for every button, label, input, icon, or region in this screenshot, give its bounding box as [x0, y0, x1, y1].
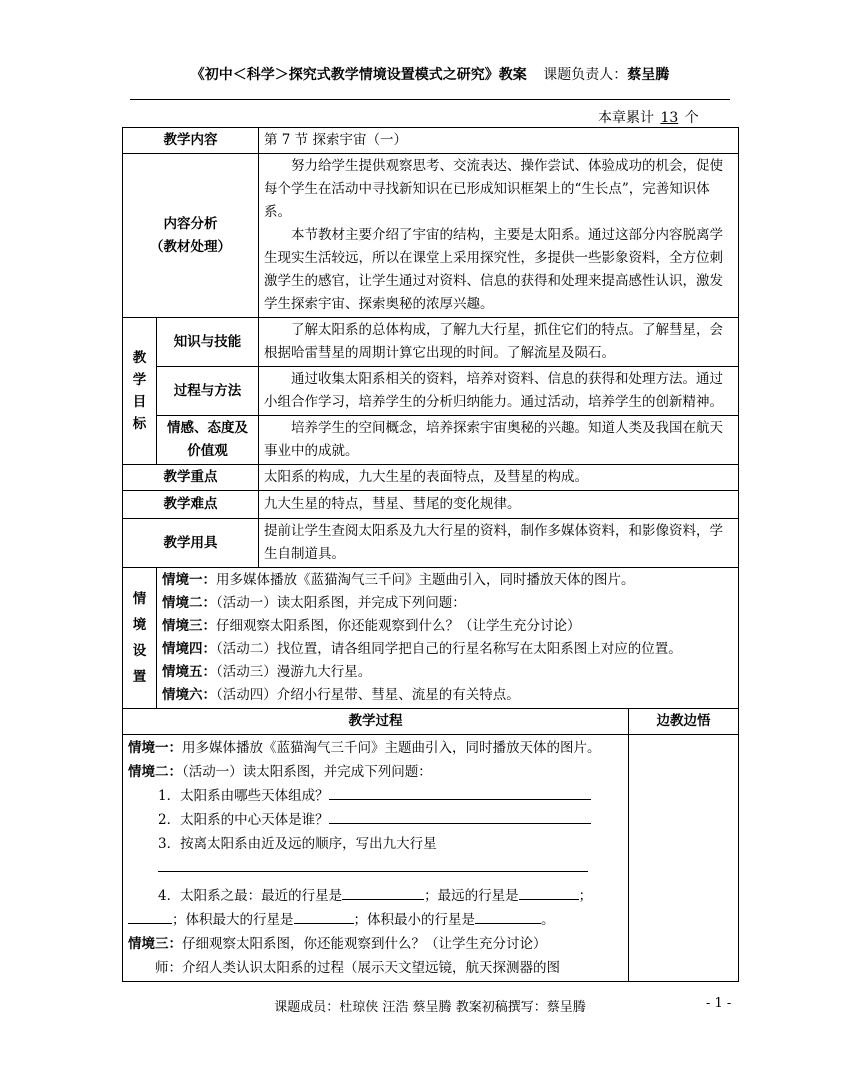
- process-header: 教学过程: [123, 709, 629, 735]
- question-3-answer: [128, 856, 623, 880]
- knowledge-label: 知识与技能: [157, 318, 259, 367]
- process-goal-label: 过程与方法: [157, 367, 259, 416]
- blank-line: [342, 885, 424, 900]
- process-scene3: 情境三：仔细观察太阳系图，你还能观察到什么？（让学生充分讨论）: [128, 936, 547, 952]
- page-header: [0, 64, 860, 84]
- header-leader-name: 蔡呈腾: [627, 67, 670, 83]
- header-title: 《初中＜科学＞探究式教学情境设置模式之研究》教案: [190, 67, 527, 83]
- key-point-text: 太阳系的构成，九大生星的表面特点，及彗星的构成。: [259, 465, 739, 491]
- row-content: [123, 128, 739, 154]
- row-key-point: [123, 465, 739, 491]
- scenes-label: [123, 568, 157, 709]
- question-1: 1．太阳系由哪些天体组成？: [128, 784, 623, 808]
- chapter-count: [598, 107, 699, 127]
- scenes-char: 置: [132, 669, 147, 685]
- scene-item: 情境一：用多媒体播放《蓝猫淘气三千问》主题曲引入，同时播放天体的图片。: [162, 572, 635, 588]
- scene-item: 情境四：（活动二）找位置，请各组同学把自己的行星名称写在太阳系图上对应的位置。: [162, 641, 682, 657]
- row-tools: [123, 519, 739, 568]
- blank-line: [475, 909, 541, 924]
- question-4: 4．太阳系之最：最近的行星是 ；最远的行星是 ；: [128, 884, 623, 908]
- row-scenes: [123, 568, 739, 709]
- blank-line: [519, 885, 579, 900]
- key-point-label: 教学重点: [123, 465, 259, 491]
- header-leader-label: 课题负责人：: [543, 67, 628, 83]
- row-process-body: [123, 735, 739, 982]
- scene-item: 情境六：（活动四）介绍小行星带、彗星、流星的有关特点。: [162, 687, 520, 703]
- scenes-char: 情: [132, 591, 147, 607]
- footer-members: 课题成员：杜琼侠 汪浩 蔡呈腾 教案初稿撰写：蔡呈腾: [274, 1000, 586, 1015]
- row-analysis: [123, 154, 739, 318]
- blank-line: [128, 909, 172, 924]
- count-suffix: 个: [684, 110, 699, 126]
- lesson-plan-table: [122, 127, 739, 982]
- process-scene1: 情境一：用多媒体播放《蓝猫淘气三千问》主题曲引入，同时播放天体的图片。: [128, 740, 601, 756]
- count-prefix: 本章累计: [598, 110, 654, 126]
- analysis-p1: 努力给学生提供观察思考、交流表达、操作尝试、体验成功的机会，促使每个学生在活动中寻找新知识在已形成知识框架上的“生长点”，完善知识体系。: [264, 158, 723, 220]
- tools-text: 提前让学生查阅太阳系及九大行星的资料，制作多媒体资料，和影像资料，学生自制道具。: [259, 519, 739, 568]
- header-rule: [130, 99, 730, 100]
- content-value: 第 7 节 探索宇宙（一）: [259, 128, 739, 154]
- tools-label: 教学用具: [123, 519, 259, 568]
- scenes-list: [157, 568, 739, 709]
- goals-char: 标: [132, 416, 147, 432]
- difficulty-label: 教学难点: [123, 491, 259, 519]
- goals-char: 教: [132, 350, 147, 366]
- row-process-header: [123, 709, 739, 735]
- blank-line: [294, 909, 354, 924]
- page-number: - 1 -: [706, 996, 732, 1011]
- goals-char: 学: [132, 372, 147, 388]
- scenes-char: 境: [132, 617, 147, 633]
- scene-item: 情境三：仔细观察太阳系图，你还能观察到什么？（让学生充分讨论）: [162, 618, 581, 634]
- row-goal-process: [123, 367, 739, 416]
- count-value: 13: [660, 110, 679, 126]
- emotion-label-line1: 情感、态度及: [167, 420, 248, 436]
- content-label: 教学内容: [123, 128, 259, 154]
- row-difficulty: [123, 491, 739, 519]
- knowledge-text: 了解太阳系的总体构成，了解九大行星，抓住它们的特点。了解彗星，会根据哈雷彗星的周期计算它出现的时间。了解流星及陨石。: [259, 318, 739, 367]
- process-goal-text: 通过收集太阳系相关的资料，培养对资料、信息的获得和处理方法。通过小组合作学习，培养学生的分析归纳能力。通过活动，培养学生的创新精神。: [259, 367, 739, 416]
- goals-label: [123, 318, 157, 465]
- blank-line: [329, 809, 591, 824]
- question-2: 2．太阳系的中心天体是谁？: [128, 808, 623, 832]
- goals-char: 目: [132, 394, 147, 410]
- analysis-label-line1: 内容分析: [163, 215, 218, 232]
- teacher-note: 师：介绍人类认识太阳系的过程（展示天文望远镜，航天探测器的图: [155, 960, 560, 976]
- analysis-label-line2: （教材处理）: [150, 238, 231, 255]
- side-header: 边教边悟: [629, 709, 739, 735]
- difficulty-text: 九大生星的特点，彗星、彗尾的变化规律。: [259, 491, 739, 519]
- question-4-cont: ；体积最大的行星是 ；体积最小的行星是 。: [128, 908, 623, 932]
- question-3: 3．按离太阳系由近及远的顺序，写出九大行星: [158, 836, 437, 852]
- analysis-text: [259, 154, 739, 318]
- blank-line: [329, 785, 591, 800]
- emotion-label-line2: 价值观: [187, 443, 228, 459]
- scene-item: 情境五：（活动三）漫游九大行星。: [162, 664, 372, 680]
- process-body: [123, 735, 629, 982]
- emotion-text: 培养学生的空间概念，培养探索宇宙奥秘的兴趣。知道人类及我国在航天事业中的成就。: [259, 416, 739, 465]
- process-scene2: 情境二：（活动一）读太阳系图，并完成下列问题：: [128, 764, 432, 780]
- scene-item: 情境二：（活动一）读太阳系图，并完成下列问题：: [162, 595, 466, 611]
- emotion-label: [157, 416, 259, 465]
- scenes-char: 设: [132, 643, 147, 659]
- blank-line: [158, 857, 588, 872]
- row-goal-emotion: [123, 416, 739, 465]
- row-goal-knowledge: [123, 318, 739, 367]
- side-notes: [629, 735, 739, 982]
- analysis-p2: 本节教材主要介绍了宇宙的结构，主要是太阳系。通过这部分内容脱离学生现实生活较远，所以在课堂上采用探究性，多提供一些影象资料，全方位刺激学生的感官，让学生通过对资料、信息的获得和处理来提高感性认识，激发学生探索宇宙、探索奥秘的浓厚兴趣。: [264, 227, 723, 312]
- analysis-label: [123, 154, 259, 318]
